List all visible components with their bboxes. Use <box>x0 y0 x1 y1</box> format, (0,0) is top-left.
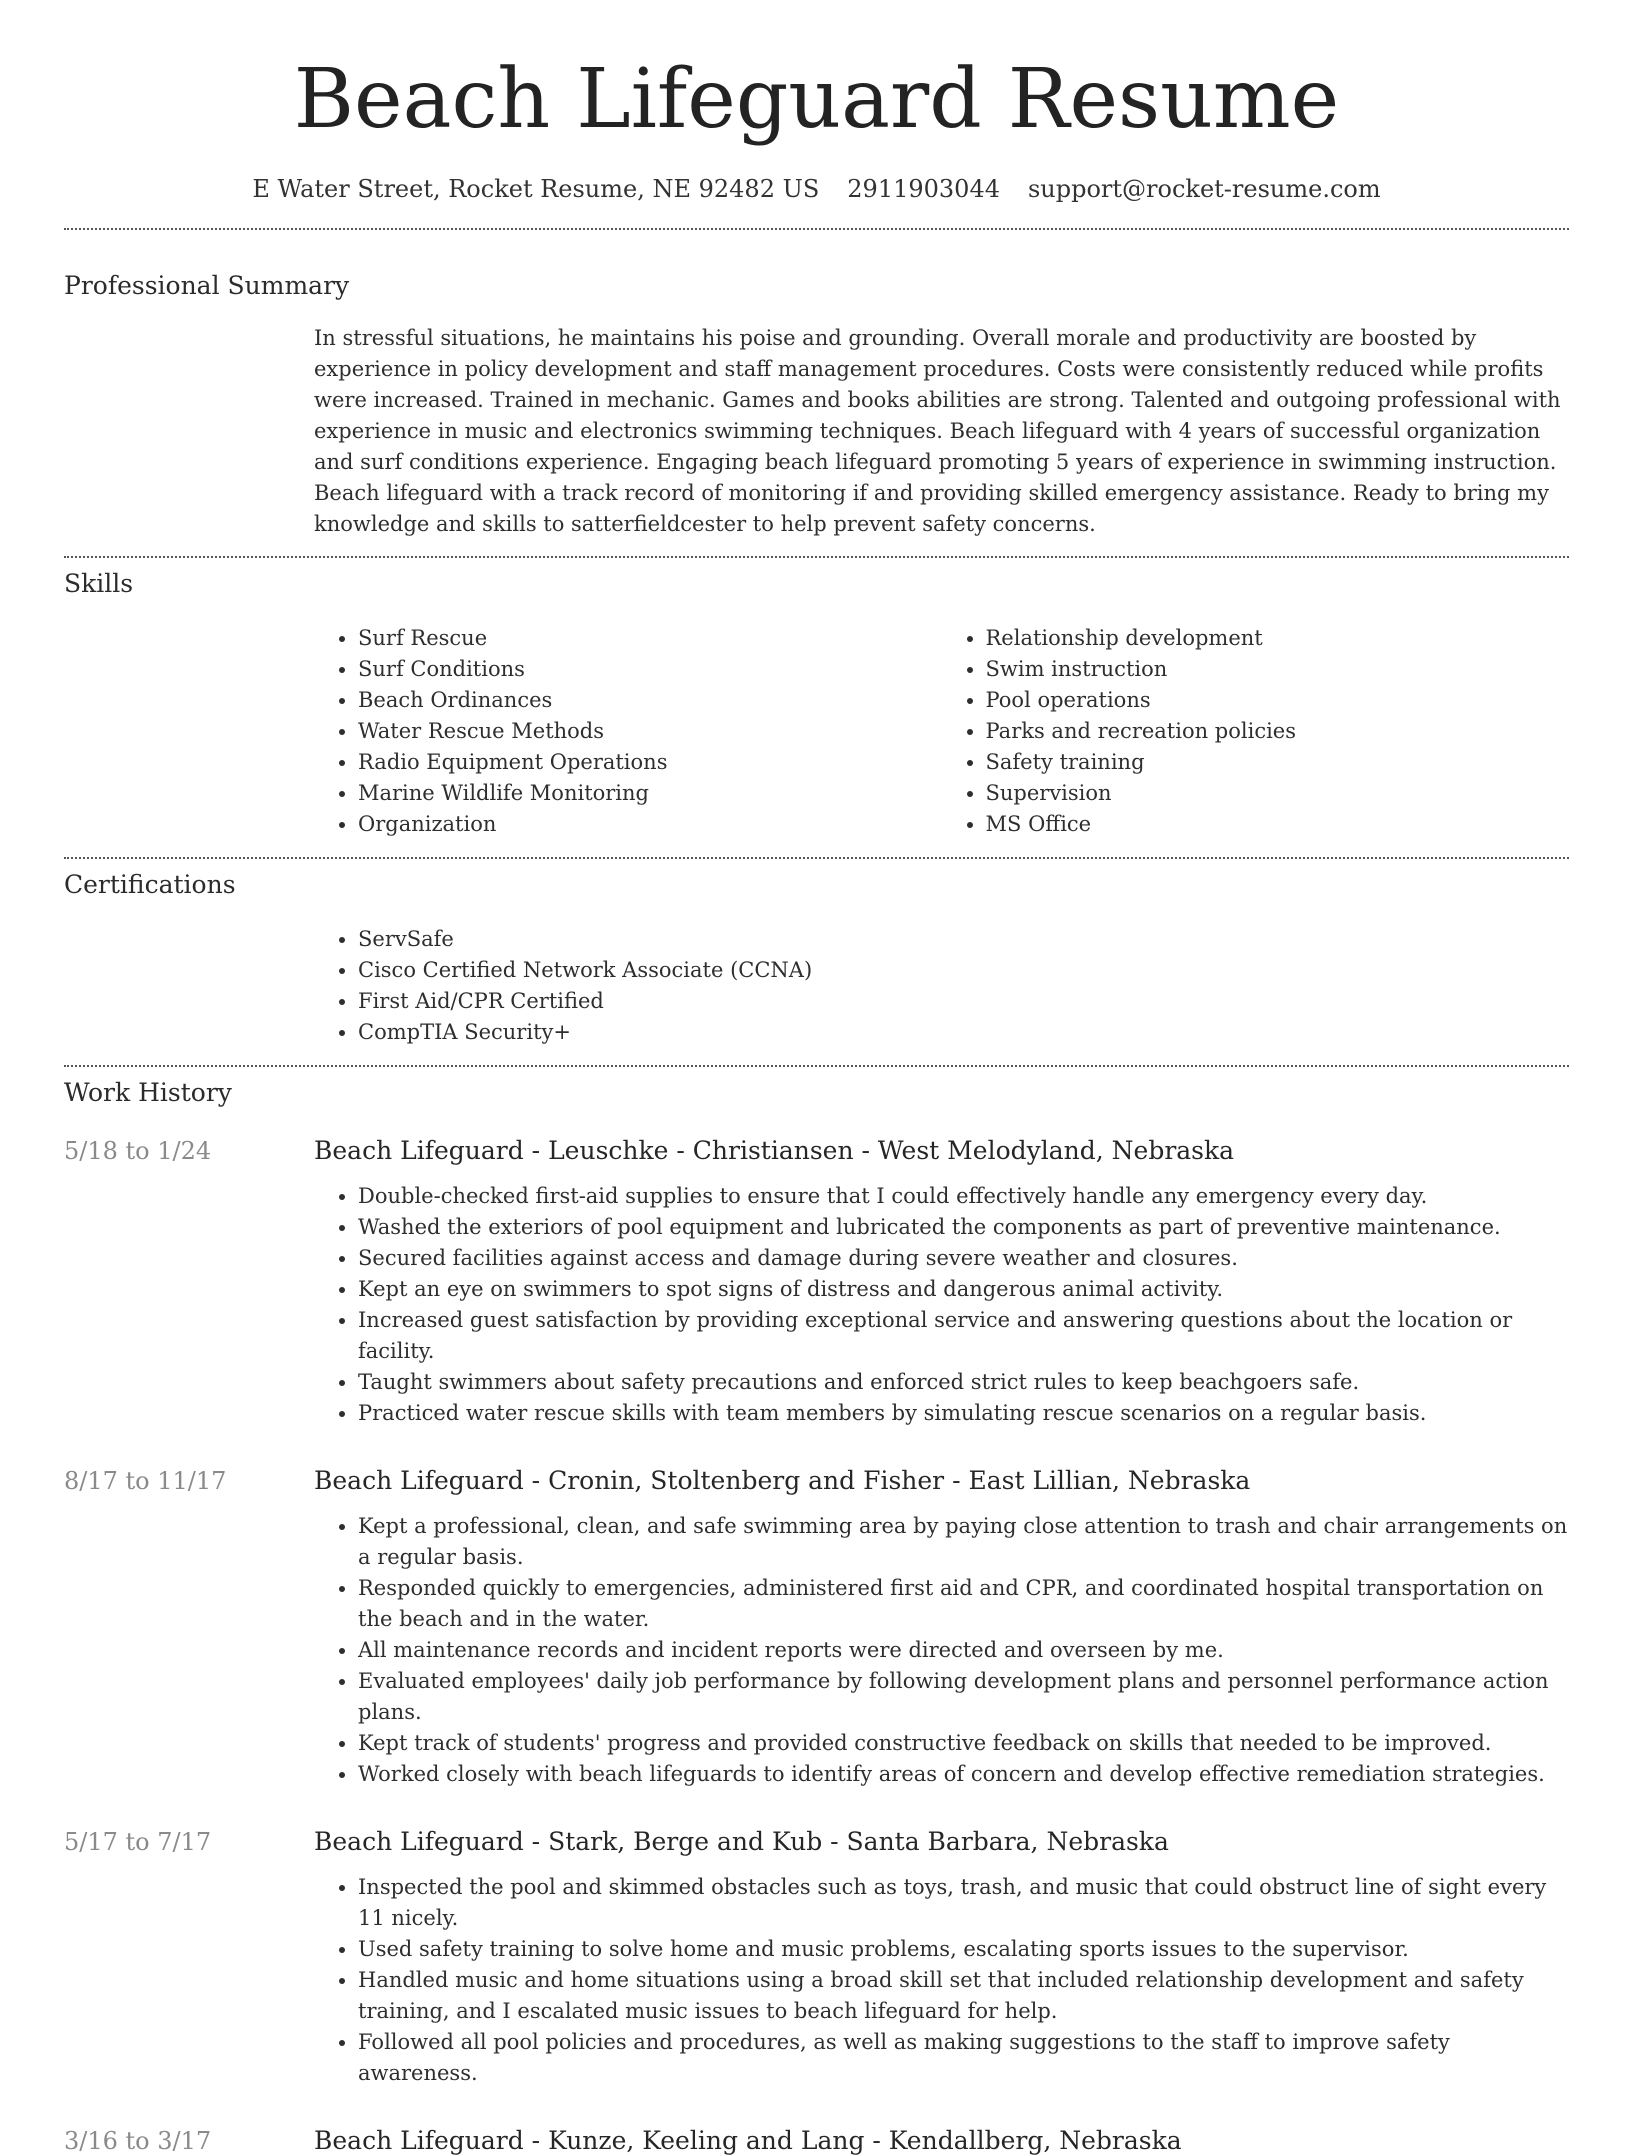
list-item: • MS Office <box>986 809 1570 840</box>
list-item: • Secured facilities against access and damage during severe weather and closures. <box>358 1243 1569 1274</box>
resume-title: Beach Lifeguard Resume <box>293 52 1340 147</box>
list-item: • Water Rescue Methods <box>358 716 942 747</box>
job-title: Beach Lifeguard - Leuschke - Christiansen - West Melodyland, Nebraska <box>314 1136 1235 1165</box>
section-title-work-history: Work History <box>64 1078 232 1107</box>
list-item: • Relationship development <box>986 623 1570 654</box>
list-item: • Washed the exteriors of pool equipment and lubricated the components as part of preventive maintenance. <box>358 1212 1569 1243</box>
section-title-skills: Skills <box>64 569 134 598</box>
skills-list <box>314 623 1569 840</box>
list-item: • Kept a professional, clean, and safe swimming area by paying close attention to trash and chair arrangements on a regular basis. <box>358 1511 1569 1573</box>
list-item: • Inspected the pool and skimmed obstacles such as toys, trash, and music that could obstruct line of sight every 11 nicely. <box>358 1872 1569 1934</box>
list-item: • First Aid/CPR Certified <box>358 986 1569 1017</box>
list-item: • CompTIA Security+ <box>358 1017 1569 1048</box>
list-item: • Worked closely with beach lifeguards to identify areas of concern and develop effective remediation strategies. <box>358 1759 1569 1790</box>
divider <box>64 1065 1569 1067</box>
job-title: Beach Lifeguard - Kunze, Keeling and Lang - Kendallberg, Nebraska <box>314 2126 1182 2155</box>
list-item: • Parks and recreation policies <box>986 716 1570 747</box>
email: support@rocket-resume.com <box>1027 175 1381 203</box>
certifications-bullets <box>314 924 1569 1048</box>
job-bullets <box>314 1511 1569 1790</box>
job-date: 5/18 to 1/24 <box>64 1137 212 1165</box>
job-duties <box>314 1872 1569 2089</box>
address: E Water Street, Rocket Resume, NE 92482 US <box>252 175 820 203</box>
list-item: • Organization <box>358 809 942 840</box>
divider <box>64 228 1569 230</box>
list-item: • Handled music and home situations using a broad skill set that included relationship development and safety training, and I escalated music issues to beach lifeguard for help. <box>358 1965 1569 2027</box>
job-bullets <box>314 1872 1569 2089</box>
list-item: • Kept track of students' progress and provided constructive feedback on skills that needed to be improved. <box>358 1728 1569 1759</box>
phone: 2911903044 <box>847 175 1000 203</box>
job-duties <box>314 1511 1569 1790</box>
list-item: • Cisco Certified Network Associate (CCNA) <box>358 955 1569 986</box>
list-item: • Double-checked first-aid supplies to ensure that I could effectively handle any emergency every day. <box>358 1181 1569 1212</box>
list-item: • Swim instruction <box>986 654 1570 685</box>
contact-line <box>64 174 1569 204</box>
list-item: • Increased guest satisfaction by providing exceptional service and answering questions about the location or facility. <box>358 1305 1569 1367</box>
job-date: 3/16 to 3/17 <box>64 2127 212 2155</box>
divider <box>64 857 1569 859</box>
job-header <box>64 1827 1569 1856</box>
list-item: • Used safety training to solve home and music problems, escalating sports issues to the supervisor. <box>358 1934 1569 1965</box>
section-title-summary: Professional Summary <box>64 271 350 300</box>
list-item: • Marine Wildlife Monitoring <box>358 778 942 809</box>
job-title: Beach Lifeguard - Stark, Berge and Kub - Santa Barbara, Nebraska <box>314 1827 1169 1856</box>
job-header <box>64 1136 1569 1165</box>
divider <box>64 556 1569 558</box>
list-item: • Practiced water rescue skills with team members by simulating rescue scenarios on a regular basis. <box>358 1398 1569 1429</box>
list-item: • Safety training <box>986 747 1570 778</box>
skills-left-column <box>314 623 942 840</box>
list-item: • Evaluated employees' daily job performance by following development plans and personnel performance action plans. <box>358 1666 1569 1728</box>
skills-right-column <box>942 623 1570 840</box>
job-title: Beach Lifeguard - Cronin, Stoltenberg and Fisher - East Lillian, Nebraska <box>314 1466 1251 1495</box>
list-item: • Supervision <box>986 778 1570 809</box>
job-header <box>64 1466 1569 1495</box>
job-bullets <box>314 1181 1569 1429</box>
list-item: • ServSafe <box>358 924 1569 955</box>
job-date: 8/17 to 11/17 <box>64 1467 227 1495</box>
list-item: • Kept an eye on swimmers to spot signs of distress and dangerous animal activity. <box>358 1274 1569 1305</box>
list-item: • Taught swimmers about safety precautions and enforced strict rules to keep beachgoers safe. <box>358 1367 1569 1398</box>
resume-page <box>64 0 1569 2155</box>
list-item: • Beach Ordinances <box>358 685 942 716</box>
summary-text: In stressful situations, he maintains his poise and grounding. Overall morale and productivity are boosted by experience in policy development and staff management procedures. Costs were consistently reduced while profits were increased. Trained in mechanic. Games and books abilities are strong. Talented and outgoing professional with experience in music and electronics swimming techniques. Beach lifeguard with 4 years of successful organization and surf conditions experience. Engaging beach lifeguard promoting 5 years of experience in swimming instruction. Beach lifeguard with a track record of monitoring if and providing skilled emergency assistance. Ready to bring my knowledge and skills to satterfieldcester to help prevent safety concerns. <box>314 326 1561 536</box>
certifications-list <box>314 924 1569 1048</box>
list-item: • All maintenance records and incident reports were directed and overseen by me. <box>358 1635 1569 1666</box>
section-title-certifications: Certifications <box>64 870 236 899</box>
list-item: • Pool operations <box>986 685 1570 716</box>
job-date: 5/17 to 7/17 <box>64 1828 212 1856</box>
list-item: • Responded quickly to emergencies, administered first aid and CPR, and coordinated hospital transportation on the beach and in the water. <box>358 1573 1569 1635</box>
list-item: • Surf Conditions <box>358 654 942 685</box>
job-header <box>64 2126 1569 2155</box>
job-duties <box>314 1181 1569 1429</box>
list-item: • Surf Rescue <box>358 623 942 654</box>
list-item: • Radio Equipment Operations <box>358 747 942 778</box>
list-item: • Followed all pool policies and procedures, as well as making suggestions to the staff to improve safety awareness. <box>358 2027 1569 2089</box>
